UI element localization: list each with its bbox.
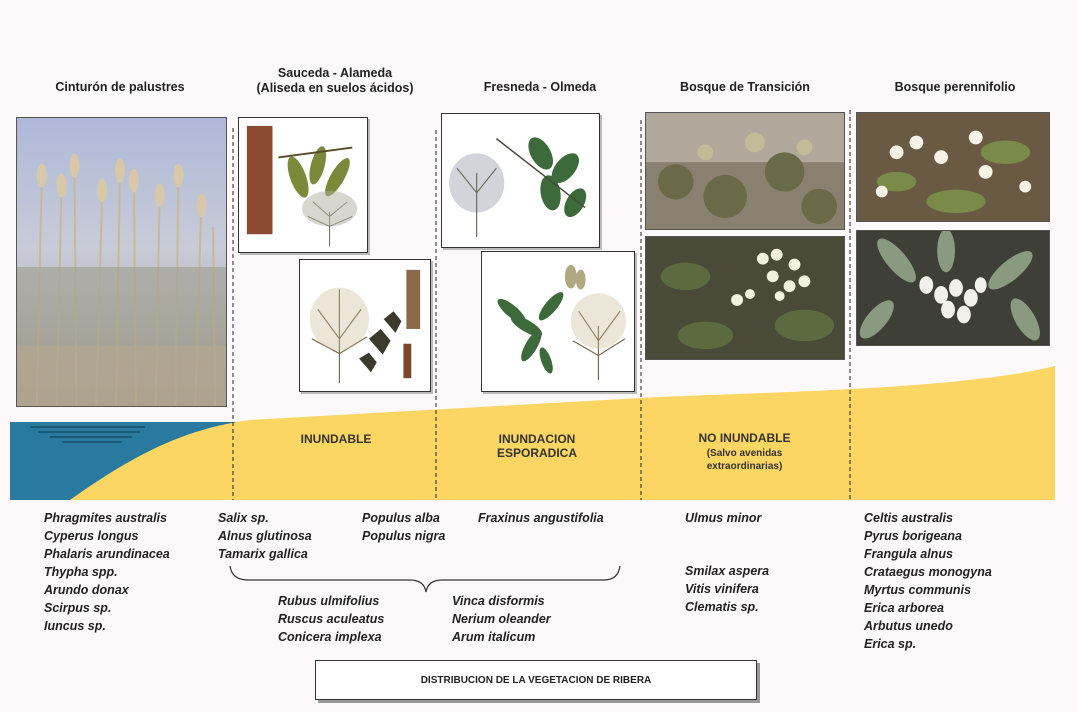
species-list-transicion-trees bbox=[685, 509, 761, 527]
species-item: Fraxinus angustifolia bbox=[478, 511, 604, 525]
illustration-ash bbox=[441, 113, 600, 248]
zone-title-palustres: Cinturón de palustres bbox=[55, 80, 185, 94]
species-list-fresneda bbox=[478, 509, 604, 527]
photo-evergreen-strawberry-tree bbox=[856, 230, 1050, 346]
species-item: Smilax aspera bbox=[685, 564, 770, 578]
flood-label-no-inundable-note2: extraordinarias) bbox=[706, 461, 783, 472]
species-item: Celtis australis bbox=[864, 511, 953, 525]
species-item: Ruscus aculeatus bbox=[278, 612, 385, 626]
species-item: Erica sp. bbox=[864, 637, 917, 651]
flood-label-esporadica-line1: INUNDACION bbox=[498, 432, 576, 446]
species-item: Nerium oleander bbox=[452, 612, 551, 626]
figure-caption: DISTRIBUCION DE LA VEGETACION DE RIBERA bbox=[315, 660, 757, 700]
illustration-elm bbox=[481, 251, 635, 392]
species-item: Myrtus communis bbox=[864, 583, 971, 597]
flood-label-no-inundable-main: NO INUNDABLE bbox=[698, 431, 791, 445]
species-item: Arum italicum bbox=[452, 630, 536, 644]
species-item: Arbutus unedo bbox=[864, 619, 953, 633]
species-list-perennifolio bbox=[864, 509, 992, 653]
species-item: Vitis vinifera bbox=[685, 582, 759, 596]
shared-species-brace bbox=[230, 566, 620, 592]
flood-label-esporadica-line2: ESPORADICA bbox=[496, 446, 577, 460]
flood-label-no-inundable-note1: (Salvo avenidas bbox=[706, 448, 783, 459]
species-item: Cyperus longus bbox=[44, 529, 139, 543]
photo-transition-vines bbox=[645, 112, 845, 230]
illustration-poplar bbox=[299, 259, 431, 392]
species-list-sauceda bbox=[218, 509, 312, 563]
photo-transition-flowers bbox=[645, 236, 845, 360]
flood-label-no-inundable bbox=[642, 432, 847, 473]
species-item: Pyrus borigeana bbox=[864, 529, 962, 543]
species-item: Scirpus sp. bbox=[44, 601, 112, 615]
species-item: Conicera implexa bbox=[278, 630, 382, 644]
zone-title-sauceda-main: Sauceda - Alameda bbox=[277, 66, 393, 80]
flood-label-esporadica bbox=[437, 432, 637, 460]
species-list-shared-left bbox=[278, 592, 384, 646]
species-item: Clematis sp. bbox=[685, 600, 759, 614]
species-item: Thypha spp. bbox=[44, 565, 118, 579]
species-list-alameda bbox=[362, 509, 445, 545]
species-item: Phragmites australis bbox=[44, 511, 167, 525]
zone-title-transicion: Bosque de Transición bbox=[680, 80, 810, 94]
species-item: Vinca disformis bbox=[452, 594, 545, 608]
species-item: Erica arborea bbox=[864, 601, 944, 615]
zone-title-perennifolio: Bosque perennifolio bbox=[894, 80, 1016, 94]
species-item: Rubus ulmifolius bbox=[278, 594, 380, 608]
species-list-shared-right bbox=[452, 592, 551, 646]
flood-label-inundable: INUNDABLE bbox=[300, 432, 372, 446]
species-item: Populus nigra bbox=[362, 529, 446, 543]
species-item: Arundo donax bbox=[44, 583, 129, 597]
species-item: Frangula alnus bbox=[864, 547, 953, 561]
species-item: Alnus glutinosa bbox=[218, 529, 312, 543]
photo-evergreen-blossoms bbox=[856, 112, 1050, 222]
species-item: Salix sp. bbox=[218, 511, 269, 525]
species-item: Ulmus minor bbox=[685, 511, 762, 525]
species-item: Populus alba bbox=[362, 511, 440, 525]
zone-title-fresneda: Fresneda - Olmeda bbox=[483, 80, 597, 94]
species-item: Phalaris arundinacea bbox=[44, 547, 170, 561]
photo-reed-belt bbox=[16, 117, 227, 407]
species-list-palustres bbox=[44, 509, 170, 635]
species-item: Iuncus sp. bbox=[44, 619, 106, 633]
illustration-alder bbox=[238, 117, 368, 253]
species-list-transicion-climbers bbox=[685, 562, 769, 616]
zone-title-sauceda-sub: (Aliseda en suelos ácidos) bbox=[256, 81, 414, 95]
species-item: Crataegus monogyna bbox=[864, 565, 992, 579]
species-item: Tamarix gallica bbox=[218, 547, 308, 561]
